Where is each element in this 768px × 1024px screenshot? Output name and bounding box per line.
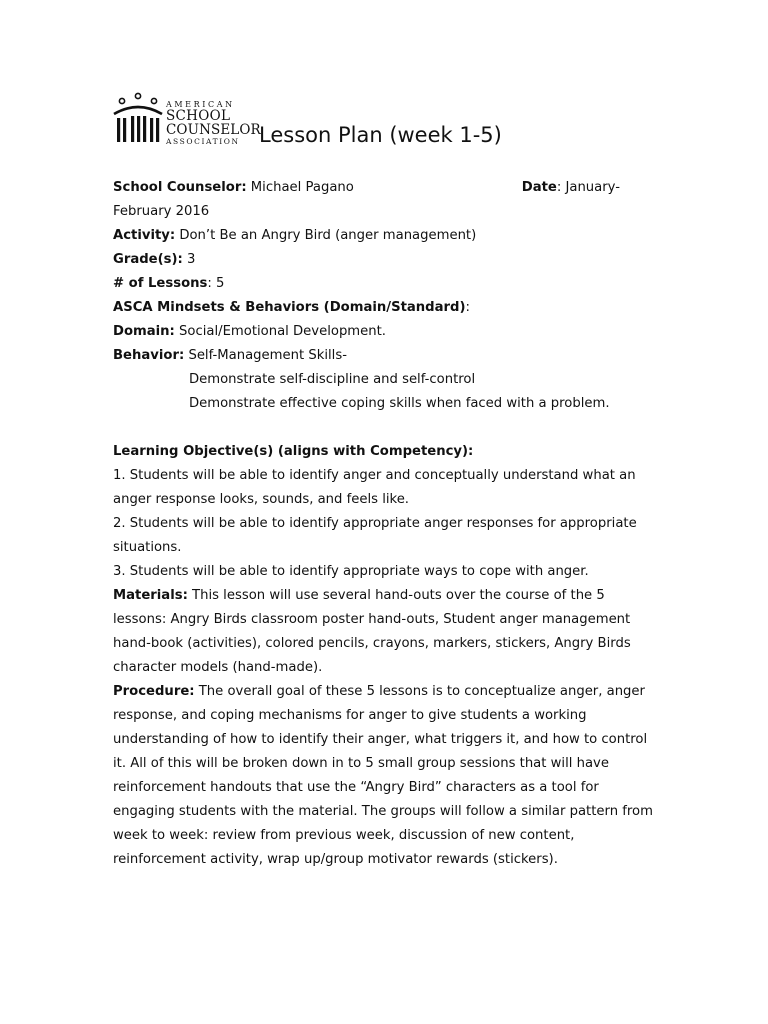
objectives-heading: Learning Objective(s) (aligns with Competency): [113, 444, 474, 459]
page-title: Lesson Plan (week 1-5) [259, 123, 502, 147]
objective-line: 3. Students will be able to identify appropriate ways to cope with anger. [113, 564, 589, 579]
date-label: Date [521, 180, 557, 195]
behavior-row: Behavior: Self-Management Skills- [113, 348, 347, 363]
domain-row: Domain: Social/Emotional Development. [113, 324, 386, 339]
behavior-item: Demonstrate effective coping skills when faced with a problem. [189, 396, 610, 411]
procedure-line: response, and coping mechanisms for anger to give students a working [113, 708, 587, 723]
counselor-label: School Counselor: [113, 180, 247, 195]
activity-row: Activity: Don’t Be an Angry Bird (anger management) [113, 228, 477, 243]
counselor-value: Michael Pagano [246, 180, 354, 195]
document-header [112, 92, 672, 152]
asca-logo-text: AMERICAN SCHOOL COUNSELOR ASSOCIATION [166, 100, 261, 146]
procedure-line: engaging students with the material. The groups will follow a similar pattern from [113, 804, 653, 819]
asca-row: ASCA Mindsets & Behaviors (Domain/Standard): [113, 300, 470, 315]
objective-line: 2. Students will be able to identify appropriate anger responses for appropriate [113, 516, 637, 531]
lessons-row: # of Lessons: 5 [113, 276, 225, 291]
date-value-continued: February 2016 [113, 204, 210, 219]
procedure-line: it. All of this will be broken down in to 5 small group sessions that will have [113, 756, 609, 771]
date-value: : January- [556, 180, 620, 195]
objective-line: anger response looks, sounds, and feels like. [113, 492, 409, 507]
objective-line: situations. [113, 540, 182, 555]
procedure-line: reinforcement activity, wrap up/group motivator rewards (stickers). [113, 852, 558, 867]
procedure-row: Procedure: The overall goal of these 5 lessons is to conceptualize anger, anger [113, 684, 645, 699]
procedure-line: reinforcement handouts that use the “Angry Bird” characters as a tool for [113, 780, 599, 795]
objective-line: 1. Students will be able to identify anger and conceptually understand what an [113, 468, 636, 483]
materials-row: Materials: This lesson will use several hand-outs over the course of the 5 [113, 588, 605, 603]
procedure-line: week to week: review from previous week, discussion of new content, [113, 828, 575, 843]
grades-row: Grade(s): 3 [113, 252, 196, 267]
lesson-plan-body [113, 176, 673, 872]
procedure-line: understanding of how to identify their anger, what triggers it, and how to control [113, 732, 648, 747]
materials-line: lessons: Angry Birds classroom poster hand-outs, Student anger management [113, 612, 631, 627]
spacer [113, 416, 673, 440]
materials-line: character models (hand-made). [113, 660, 323, 675]
counselor-date-row [113, 176, 620, 200]
asca-logo-icon [112, 92, 164, 146]
behavior-item: Demonstrate self-discipline and self-control [189, 372, 476, 387]
materials-line: hand-book (activities), colored pencils, crayons, markers, stickers, Angry Birds [113, 636, 631, 651]
